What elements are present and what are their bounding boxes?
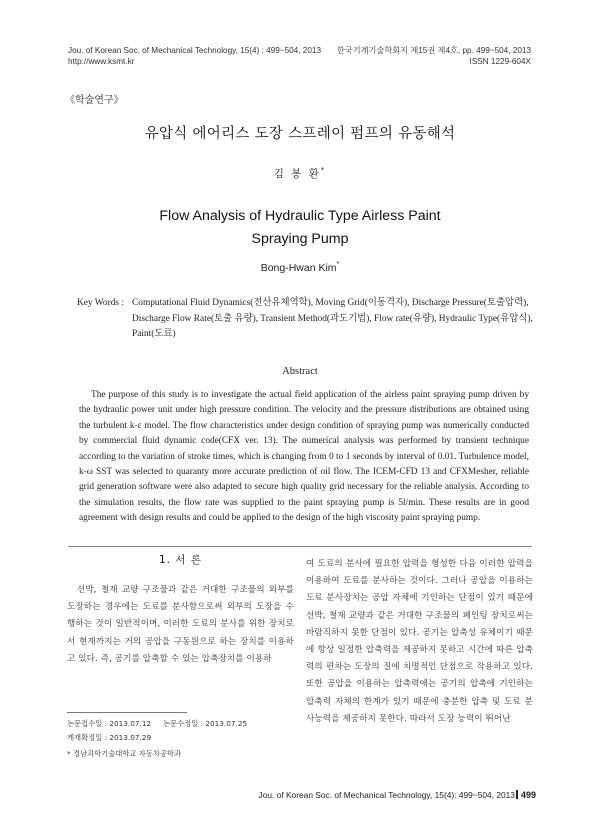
author-mark-en: * [336, 261, 340, 268]
page-number: 499 [520, 790, 536, 800]
keywords-list: Computational Fluid Dynamics(전산유체역학), Moving Grid(이동격자), Discharge Pressure(토출압력), Discharge Flow Rate(토출 유량), Transient Method(과도기법), Flow rate(유량), Hydraulic Type(유압식), Paint(도료) [132, 298, 533, 339]
title-korean: 유압식 에어리스 도장 스프레이 펌프의 유동해석 [144, 126, 456, 142]
author-english-name: Bong-Hwan Kim [260, 262, 337, 274]
running-header-right [337, 45, 531, 67]
footnote-accepted: 게재확정일 : 2013.07.29 [67, 733, 152, 742]
journal-url[interactable]: http://www.ksmt.kr [68, 57, 135, 66]
title-english [0, 205, 600, 251]
footnote-revised: 논문수정일 : 2013.07.25 [163, 719, 248, 728]
keywords-label: Key Words : [77, 298, 124, 308]
author-korean-name: 김 봉 환 [273, 168, 321, 180]
footer-separator [516, 790, 518, 799]
running-header-left [68, 45, 321, 67]
footnote-divider [67, 712, 187, 713]
section-divider [68, 546, 532, 547]
footnote-received: 논문접수일 : 2013.07.12 [67, 719, 152, 728]
footer-journal: Jou. of Korean Soc. of Mechanical Technology, 15(4): 499~504, 2013 [258, 790, 515, 800]
footnote-affiliation: * 경남과학기술대학교 자동차공학과 [67, 749, 182, 758]
journal-citation-ko: 한국기계기술학회지 제15권 제4호, pp. 499~504, 2013 [336, 46, 531, 55]
section-heading-introduction: 1. 서 론 [159, 554, 202, 566]
author-korean [0, 166, 600, 181]
abstract-heading: Abstract [282, 366, 318, 377]
page-footer [259, 790, 537, 800]
introduction-right-column: 여 도료의 분사에 필요한 압력을 형성한 다음 이러한 압력을 이용하여 도료를 분사하는 것이다. 그러나 공압을 이용하는 도료 분사장치는 공압 자체에 기인하는 단점이 있기 때문에 선박, 철재 교량과 같은 거대한 구조물의 페인팅 장치로써는 바람직하지 못한 단점이 있다. 공기는 압축성 유체이기 때문에 항상 일정한 압축력을 제공하지 못하고 시간에 따른 압축력의 편차는 도장의 질에 치명적인 단점으로 작용하고 있다. 또한 공압을 이용하는 압축력에는 공기의 압축에 기인하는 압축력 자체의 한계가 있기 때문에 충분한 압축 및 도료 분사능력을 제공하지 못한다. 따라서 도장 능력이 뛰어난 [306, 559, 533, 724]
journal-citation: Jou. of Korean Soc. of Mechanical Technology, 15(4) : 499~504, 2013 [68, 46, 321, 55]
issn: ISSN 1229-604X [469, 57, 531, 66]
title-english-line1: Flow Analysis of Hydraulic Type Airless Paint [159, 208, 441, 224]
author-mark: * [320, 166, 327, 174]
author-english [0, 261, 600, 274]
introduction-left-column: 선박, 철재 교량 구조물과 같은 거대한 구조물의 외부를 도장하는 경우에는 도료를 분사함으로써 외부의 도장을 수행하는 것이 일반적이며, 이러한 도료의 분사를 위한 장치로서 현재까지는 거의 공압을 구동원으로 하는 장치를 이용하고 있다. 즉, 공기를 압축할 수 있는 압축장치를 이용하 [67, 585, 294, 664]
abstract-body: The purpose of this study is to investigate the actual field application of the airless paint spraying pump driven by the hydraulic power unit under high pressure condition. The velocity and the pressure distributions are obtained using the turbulent k-ε model. The flow characteristics under design condition of spraying pump was numerically conducted by commercial fluid dynamic code(CFX ver. 13). The numerical analysis was performed by transient technique according to the variation of stroke times, which is changing from 0 to 1 seconds by interval of 0.01. Turbulence model, k-ω SST was selected to quaranty more accurate prediction of oil flow. The ICEM-CFD 13 and CFXMesher, reliable grid generation software were also adapted to secure high quality grid necessary for the reliable analysis. According to the simulation results, the flow rate was supplied to the paint spraying pump is 5l/min. These results are in good agreement with design results and could be applied to the design of the high viscosity paint spraying pump. [79, 390, 529, 524]
title-english-line2: Spraying Pump [251, 231, 349, 247]
article-category: 《학술연구》 [65, 95, 124, 106]
